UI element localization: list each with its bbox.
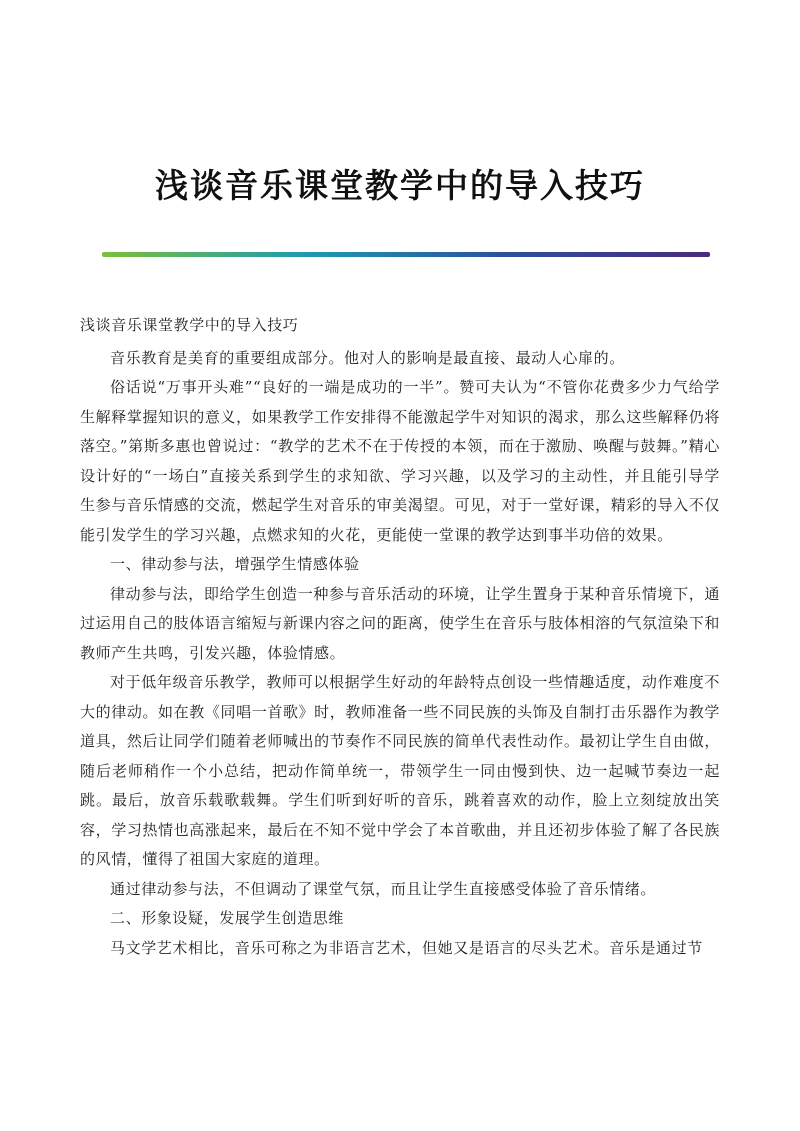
paragraph-rhythm-method: 律动参与法，即给学生创造一种参与音乐活动的环境，让学生置身于某种音乐情境下，通过运用自己的肢体语言缩短与新课内容之问的距离，使学生在音乐与肢体相溶的气氛渲染下和教师产生共鸣，引发兴趣，体验情感。 bbox=[80, 584, 720, 662]
document-subtitle: 浅谈音乐课堂教学中的导入技巧 bbox=[80, 316, 299, 334]
section-heading-1: 一、律动参与法，增强学生情感体验 bbox=[110, 555, 360, 573]
document-title: 浅谈音乐课堂教学中的导入技巧 bbox=[155, 166, 645, 205]
paragraph-lower-grades: 对于低年级音乐教学，教师可以根据学生好动的年龄特点创设一些情趣适度，动作难度不大的律动。如在教《同唱一首歌》时，教师准备一些不同民族的头饰及自制打击乐器作为教学道具，然后让同学们随着老师喊出的节奏作不同民族的简单代表性动作。最初让学生自由做，随后老师稍作一个小总结，把动作简单统一，带领学生一同由慢到快、边一起喊节奏边一起跳。最后，放音乐载歌载舞。学生们听到好听的音乐，跳着喜欢的动作，脸上立刻绽放出笑容，学习热情也高涨起来，最后在不知不觉中学会了本首歌曲，并且还初步体验了解了各民族的风情，懂得了祖国大家庭的道理。 bbox=[80, 673, 720, 868]
section-heading-2: 二、形象设疑，发展学生创造思维 bbox=[110, 909, 345, 927]
paragraph-rhythm-summary: 通过律动参与法，不但调动了课堂气氛，而且让学生直接感受体验了音乐情绪。 bbox=[110, 879, 657, 898]
title-divider-rule bbox=[102, 252, 710, 257]
paragraph-quotes: 俗话说“万事开头难”“良好的一端是成功的一半”。赞可夫认为“不管你花费多少力气给学生解释掌握知识的意义，如果教学工作安排得不能激起学牛对知识的渴求，那么这些解释仍将落空。”第斯多惠也曾说过：“教学的艺术不在于传授的本领，而在于激励、唤醒与鼓舞。”精心设计好的“一场白”直接关系到学生的求知欲、学习兴趣，以及学习的主动性，并且能引导学生参与音乐情感的交流，燃起学生对音乐的审美渴望。可见，对于一堂好课，精彩的导入不仅能引发学生的学习兴趣，点燃求知的火花，更能使一堂课的教学达到事半功倍的效果。 bbox=[80, 378, 720, 544]
paragraph-music-art: 马文学艺术相比，音乐可称之为非语言艺术，但她又是语言的尽头艺术。音乐是通过节 bbox=[110, 938, 703, 957]
paragraph-intro: 音乐教育是美育的重要组成部分。他对人的影响是最直接、最动人心扉的。 bbox=[110, 348, 625, 367]
document-body bbox=[80, 311, 720, 963]
